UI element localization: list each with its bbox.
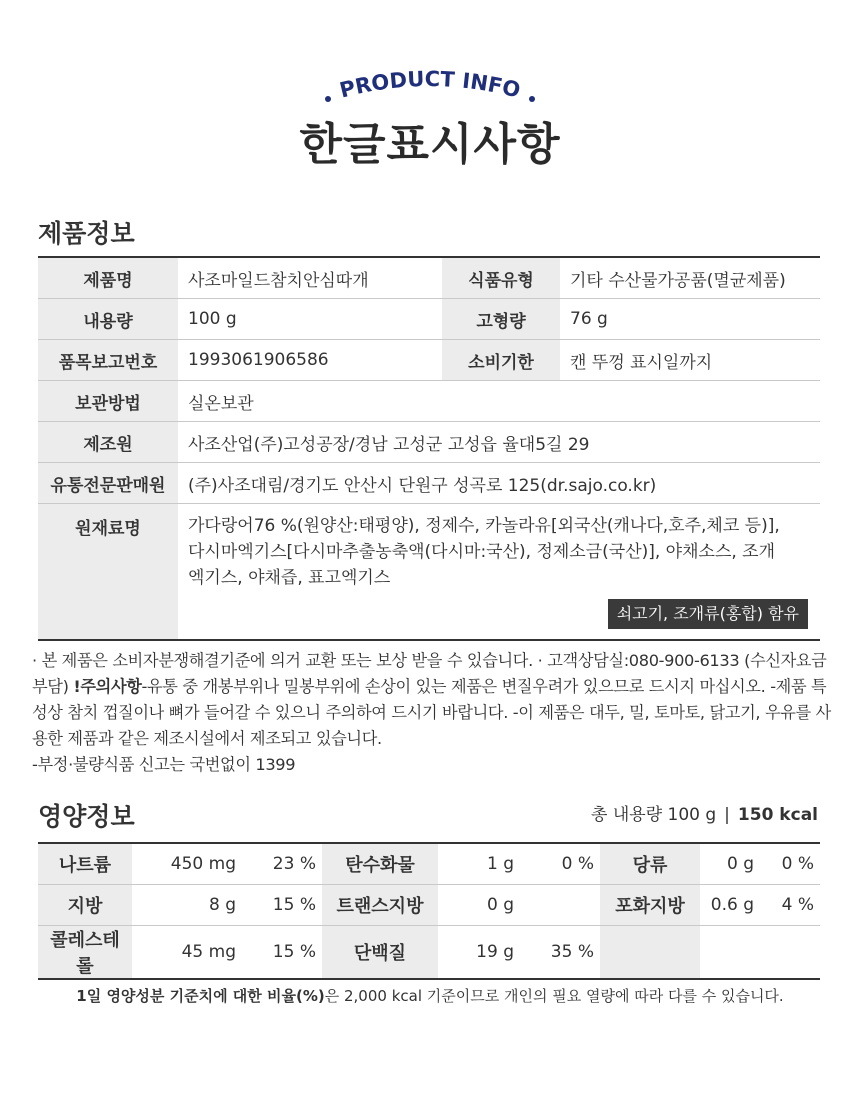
label-manufacturer: 제조원 xyxy=(38,422,178,463)
value-manufacturer: 사조산업(주)고성공장/경남 고성군 고성읍 율대5길 29 xyxy=(178,422,820,463)
table-row xyxy=(38,340,820,381)
value-solid-content: 76 g xyxy=(560,299,820,340)
nutrient-percent: 35 % xyxy=(550,942,594,962)
table-row xyxy=(38,381,820,422)
table-row xyxy=(38,504,820,641)
table-row xyxy=(38,299,820,340)
nutrient-percent: 23 % xyxy=(242,843,322,885)
nutrient-percent: 0 % xyxy=(520,843,600,885)
nutrient-percent: 15 % xyxy=(242,885,322,926)
nutrient-name: 트랜스지방 xyxy=(322,885,438,926)
table-row xyxy=(38,463,820,504)
page-title: 한글표시사항 xyxy=(299,119,561,170)
label-expiry: 소비기한 xyxy=(442,340,560,381)
value-expiry: 캔 뚜껑 표시일까지 xyxy=(560,340,820,381)
label-storage: 보관방법 xyxy=(38,381,178,422)
nutrient-amount: 0.6 g xyxy=(700,885,760,926)
nutrient-amount: 450 mg xyxy=(132,843,242,885)
ingredients-line-2: 다시마엑기스[다시마추출농축액(다시마:국산), 정제소금(국산)], 야채소스, 조개 xyxy=(188,542,776,562)
nutrient-percent-empty xyxy=(760,926,820,980)
eyebrow-product-info xyxy=(0,58,860,108)
label-ingredients: 원재료명 xyxy=(38,504,178,641)
product-info-title: 제품정보 xyxy=(38,219,135,248)
nutrient-name: 당류 xyxy=(600,843,700,885)
notice-part-2: -유통 중 개봉부위나 밀봉부위에 손상이 있는 제품은 변질우려가 있으므로 드시지 마십시오. -제품 특성상 참치 껍질이나 뼈가 들어갈 수 있으니 주의하여 드시기 바랍니다. -이 제품은 대두, 밀, 토마토, 닭고기, 우유를 사용한 제품과 같은 제조시설에서 제조되고 있습니다. xyxy=(32,677,831,748)
warning-label: !주의사항 xyxy=(73,677,142,696)
notice-text xyxy=(32,648,832,778)
nutrient-amount: 8 g xyxy=(132,885,242,926)
value-report-number: 1993061906586 xyxy=(178,340,442,381)
label-net-content: 내용량 xyxy=(38,299,178,340)
table-row xyxy=(38,843,820,885)
total-content: 총 내용량 100 g xyxy=(591,805,717,825)
nutrient-name-empty xyxy=(600,926,700,980)
nutrition-totals xyxy=(591,800,818,825)
nutrient-name: 콜레스테롤 xyxy=(38,926,132,980)
nutrient-amount-empty xyxy=(700,926,760,980)
nutrient-percent xyxy=(520,885,600,926)
notice-part-1: · 본 제품은 소비자분쟁해결기준에 의거 교환 또는 보상 받을 수 있습니다. · 고객상담실:080-900-6133 (수신자요금부담) xyxy=(32,651,827,696)
nutrient-percent: 4 % xyxy=(760,885,820,926)
eyebrow-text: PRODUCT INFO xyxy=(337,66,523,103)
label-food-type: 식품유형 xyxy=(442,257,560,299)
notice-part-3: -부정·불량식품 신고는 국번없이 1399 xyxy=(32,755,296,774)
nutrient-name: 포화지방 xyxy=(600,885,700,926)
nutrient-percent: 15 % xyxy=(272,942,316,962)
value-food-type: 기타 수산물가공품(멸균제품) xyxy=(560,257,820,299)
nutrition-table xyxy=(38,842,820,980)
value-distributor: (주)사조대림/경기도 안산시 단원구 성곡로 125(dr.sajo.co.kr) xyxy=(178,463,820,504)
eyebrow-dot-left xyxy=(325,96,331,102)
label-solid-content: 고형량 xyxy=(442,299,560,340)
nutrient-amount: 1 g xyxy=(438,843,520,885)
nutrient-amount: 0 g xyxy=(438,885,520,926)
nutrient-amount: 0 g xyxy=(700,843,760,885)
nutrient-amount: 45 mg xyxy=(181,942,236,962)
nutrition-title: 영양정보 xyxy=(38,802,135,831)
nutrient-percent: 0 % xyxy=(760,843,820,885)
value-ingredients xyxy=(178,504,820,641)
value-net-content: 100 g xyxy=(178,299,442,340)
nutrient-name: 지방 xyxy=(38,885,132,926)
nutrient-name: 단백질 xyxy=(322,926,438,980)
eyebrow-arc xyxy=(310,58,550,108)
nutrient-name: 탄수화물 xyxy=(322,843,438,885)
table-row xyxy=(38,422,820,463)
label-product-name: 제품명 xyxy=(38,257,178,299)
eyebrow-dot-right xyxy=(529,96,535,102)
value-product-name: 사조마일드참치안심따개 xyxy=(178,257,442,299)
nutrient-name: 나트륨 xyxy=(38,843,132,885)
label-report-number: 품목보고번호 xyxy=(38,340,178,381)
ingredients-line-1: 가다랑어76 %(원양산:태평양), 정제수, 카놀라유[외국산(캐나다,호주,체코 등)], xyxy=(188,516,780,536)
table-row xyxy=(38,885,820,926)
table-row xyxy=(38,926,820,980)
value-storage: 실온보관 xyxy=(178,381,820,422)
product-info-table xyxy=(38,256,820,641)
ingredients-line-3: 엑기스, 야채즙, 표고엑기스 xyxy=(188,568,391,588)
totals-separator: | xyxy=(724,805,730,825)
total-kcal: 150 kcal xyxy=(737,805,818,825)
footnote-rest: 은 2,000 kcal 기준이므로 개인의 필요 열량에 따라 다를 수 있습니다. xyxy=(324,987,784,1005)
footnote-bold: 1일 영양성분 기준치에 대한 비율(%) xyxy=(76,987,325,1005)
label-distributor: 유통전문판매원 xyxy=(38,463,178,504)
table-row xyxy=(38,257,820,299)
nutrition-footnote xyxy=(0,985,860,1006)
nutrient-amount: 19 g xyxy=(476,942,514,962)
allergen-badge: 쇠고기, 조개류(홍합) 함유 xyxy=(608,599,808,629)
